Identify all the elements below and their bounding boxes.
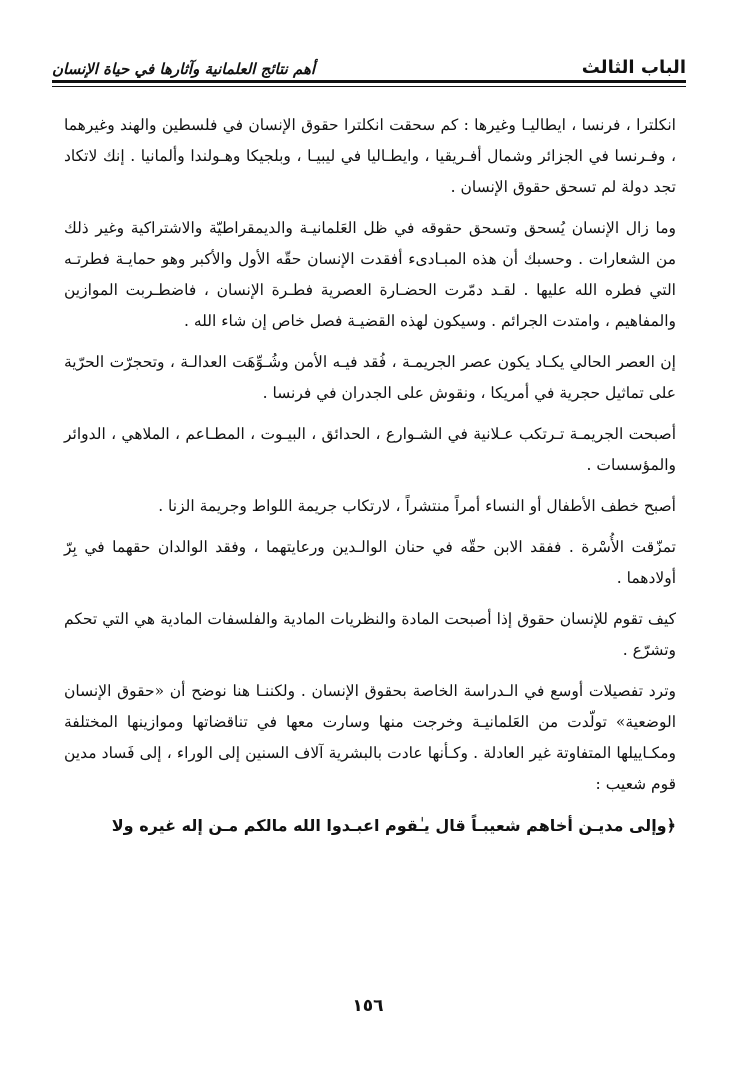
- paragraph-7: كيف تقوم للإنسان حقوق إذا أصبحت المادة والنظريات المادية والفلسفات المادية هي التي تحكم وتشرّع .: [64, 610, 676, 659]
- running-title: أهم نتائج العلمانية وآثارها في حياة الإنسان: [52, 60, 316, 78]
- header-rule-thick: [52, 80, 686, 83]
- page-number: ١٥٦: [352, 996, 384, 1016]
- paragraph-8: وترد تفصيلات أوسع في الـدراسة الخاصة بحقوق الإنسان . ولكننـا هنا نوضح أن «حقوق الإنسان الوضعية» تولّدت من العَلمانيـة وخرجت منها وسارت معها في تناقضاتها وموازينها المختلفة ومكـاييلها المتفاوتة غير العادلة . وكـأنها عادت بالبشرية آلاف السنين إلى الوراء ، إلى فَساد مدين قوم شعيب :: [64, 682, 676, 793]
- paragraph-6: تمزّقت الأُسْرة . ففقد الابن حقّه في حنان الوالـدين ورعايتهما ، وفقد الوالدان حقهما في بِرّ أولادهما .: [64, 538, 676, 587]
- paragraph-3: إن العصر الحالي يكـاد يكون عصر الجريمـة ، فُقد فيـه الأمن وشُـوِّهَت العدالـة ، وتحجرّت الحرّية على تماثيل حجرية في أمريكا ، ونقوش على الجدران في فرنسا .: [64, 353, 676, 402]
- paragraph-4: أصبحت الجريمـة تـرتكب عـلانية في الشـوارع ، الحدائق ، البيـوت ، المطـاعم ، الملاهي ، الدوائر والمؤسسات .: [64, 425, 676, 474]
- chapter-label: الباب الثالث: [581, 57, 686, 78]
- body-text: [64, 110, 676, 841]
- paragraph-2: وما زال الإنسان يُسحق وتسحق حقوقه في ظل العَلمانيـة والديمقراطيّة والاشتراكية وغير ذلك من الشعارات . وحسبك أن هذه المبـادىء أفقدت الإنسان حقّه الأول والأكبر وهو حمايـة فطرتـه التي فطره الله عليها . لقـد دمّرت الحضـارة العصرية فطـرة الإنسان ، فاضطـربت الموازين والمفاهيم ، وامتدت الجرائم . وسيكون لهذه القضيـة فصل خاص إن شاء الله .: [64, 219, 676, 330]
- paragraph-1: انكلترا ، فرنسا ، ايطاليـا وغيرها : كم سحقت انكلترا حقوق الإنسان في فلسطين والهند وغيرهما ، وفـرنسا في الجزائر وشمال أفـريقيا ، وايطـاليا في ليبيـا ، وبلجيكا وهـولندا وألمانيا . إنك لاتكاد تجد دولة لم تسحق حقوق الإنسان .: [64, 116, 676, 196]
- quran-verse: ﴿وإلى مديـن أخاهم شعيبـاً قال يـٰقوم اعبـدوا الله مالكم مـن إله غيره ولا: [111, 816, 676, 835]
- header-rule-thin: [52, 86, 686, 87]
- paragraph-5: أصبح خطف الأطفال أو النساء أمراً منتشراً ، لارتكاب جريمة اللواط وجريمة الزنا .: [158, 497, 676, 515]
- running-header: [52, 44, 686, 78]
